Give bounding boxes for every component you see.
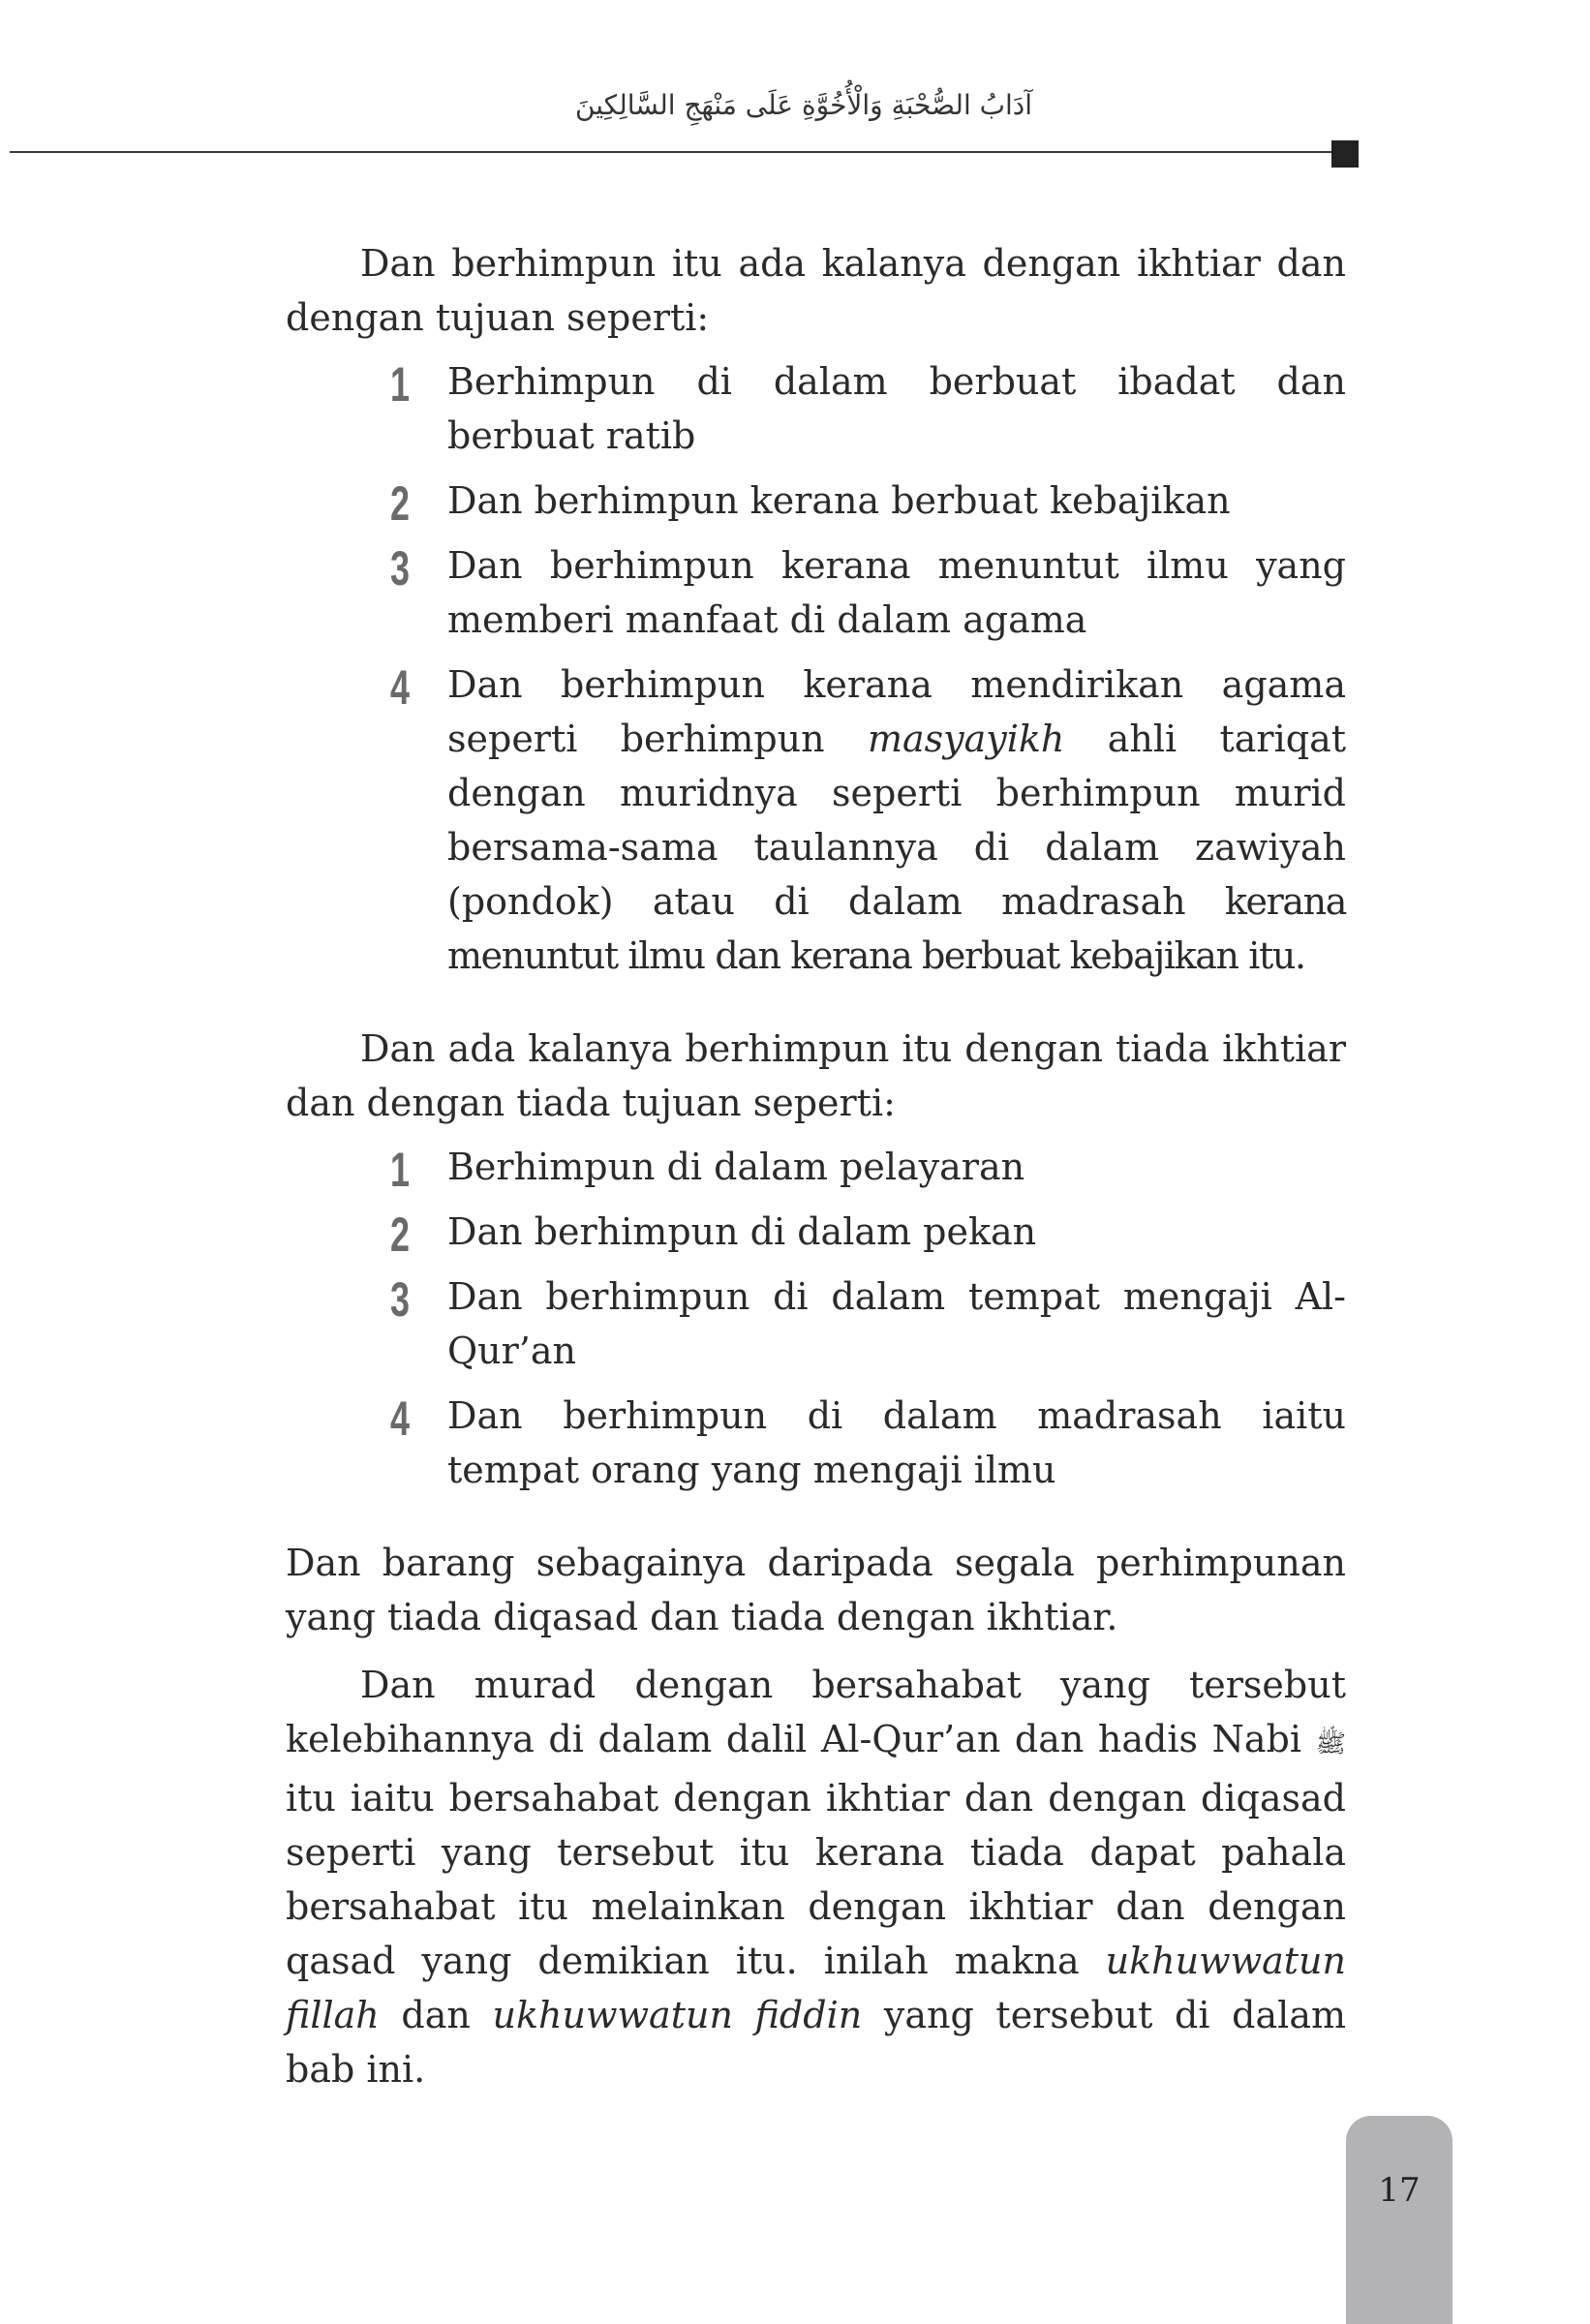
paragraph-text-part: dan xyxy=(379,1994,493,2036)
paragraph-text-part: itu iaitu bersahabat dengan ikhtiar dan dengan diqasad seperti yang tersebut itu kerana tiada dapat pahala bersahabat itu melainkan dengan ikhtiar dan dengan qasad yang demikian itu. inilah makna xyxy=(286,1777,1346,1982)
paragraph-text-part: Dan murad dengan bersahabat yang tersebut kelebihannya di dalam dalil Al-Qur’an dan hadis Nabi xyxy=(286,1664,1346,1760)
list-item-text: Dan berhimpun kerana berbuat kebajikan xyxy=(447,479,1231,522)
header-rule xyxy=(10,151,1331,153)
list-item xyxy=(286,1389,1346,1497)
list-item xyxy=(286,1140,1346,1197)
italic-term-ukhuwwatun-fillah: ukhuwwatun fillah xyxy=(286,1940,1346,2036)
list-number: 3 xyxy=(389,541,411,596)
list-number: 2 xyxy=(389,1208,411,1262)
list-item-text: Berhimpun di dalam berbuat ibadat dan berbuat ratib xyxy=(447,360,1346,457)
list-item xyxy=(286,474,1346,531)
list-number: 2 xyxy=(389,476,411,531)
list-item-text: Dan berhimpun di dalam tempat mengaji Al-Qur’an xyxy=(447,1275,1346,1372)
list-item xyxy=(286,354,1346,463)
list-item xyxy=(286,538,1346,647)
list-item-text-part: kerana menuntut ilmu dan kerana berbuat kebajikan itu. xyxy=(447,880,1346,977)
header-square-marker xyxy=(1331,140,1359,168)
paragraph-text-part: yang tersebut di dalam bab ini. xyxy=(286,1994,1347,2091)
list-without-ikhtiar xyxy=(286,1140,1346,1497)
page-number-tab xyxy=(1346,2116,1452,2324)
list-item-text-part: Dan berhimpun kerana mendirikan agama seperti berhimpun xyxy=(447,663,1346,760)
list-number: 1 xyxy=(389,1143,411,1197)
list-number: 1 xyxy=(389,357,411,412)
paragraph-other-gatherings: Dan barang sebagainya daripada segala perhimpunan yang tiada diqasad dan tiada dengan ikhtiar. xyxy=(286,1542,1346,1638)
list-item-text-part: ahli tariqat dengan muridnya seperti berhimpun murid bersama-sama taulannya di dalam zawiyah (pondok) atau di dalam madrasah xyxy=(447,718,1346,923)
paragraph-intro-without-ikhtiar: Dan ada kalanya berhimpun itu dengan tiada ikhtiar dan dengan tiada tujuan seperti: xyxy=(286,1027,1346,1124)
italic-term-ukhuwwatun-fiddin: ukhuwwatun fiddin xyxy=(492,1994,863,2036)
list-item-text: Dan berhimpun kerana menuntut ilmu yang memberi manfaat di dalam agama xyxy=(447,544,1346,641)
list-with-ikhtiar xyxy=(286,354,1346,983)
page-body xyxy=(286,236,1346,2096)
page-number: 17 xyxy=(1378,2171,1421,2210)
list-item xyxy=(286,657,1346,983)
paragraph-meaning-of-companionship xyxy=(286,1658,1346,2096)
running-header-arabic-title: آدَابُ الصُّحْبَةِ وَالْأُخُوَّةِ عَلَى مَنْهَجِ السَّالِكِينَ xyxy=(574,89,1033,121)
list-item-text: Berhimpun di dalam pelayaran xyxy=(447,1146,1025,1188)
list-item-text xyxy=(447,657,1346,983)
list-number: 4 xyxy=(389,660,411,715)
salawat-honorific-glyph: ﷺ xyxy=(1315,1729,1346,1758)
paragraph-intro-with-ikhtiar: Dan berhimpun itu ada kalanya dengan ikhtiar dan dengan tujuan seperti: xyxy=(286,242,1346,339)
list-item xyxy=(286,1269,1346,1378)
list-item xyxy=(286,1205,1346,1262)
list-item-text: Dan berhimpun di dalam pekan xyxy=(447,1210,1037,1253)
list-item-text: Dan berhimpun di dalam madrasah iaitu tempat orang yang mengaji ilmu xyxy=(447,1394,1346,1491)
italic-term-masyayikh: masyayikh xyxy=(867,718,1065,760)
list-number: 4 xyxy=(389,1391,411,1446)
list-number: 3 xyxy=(389,1272,411,1327)
